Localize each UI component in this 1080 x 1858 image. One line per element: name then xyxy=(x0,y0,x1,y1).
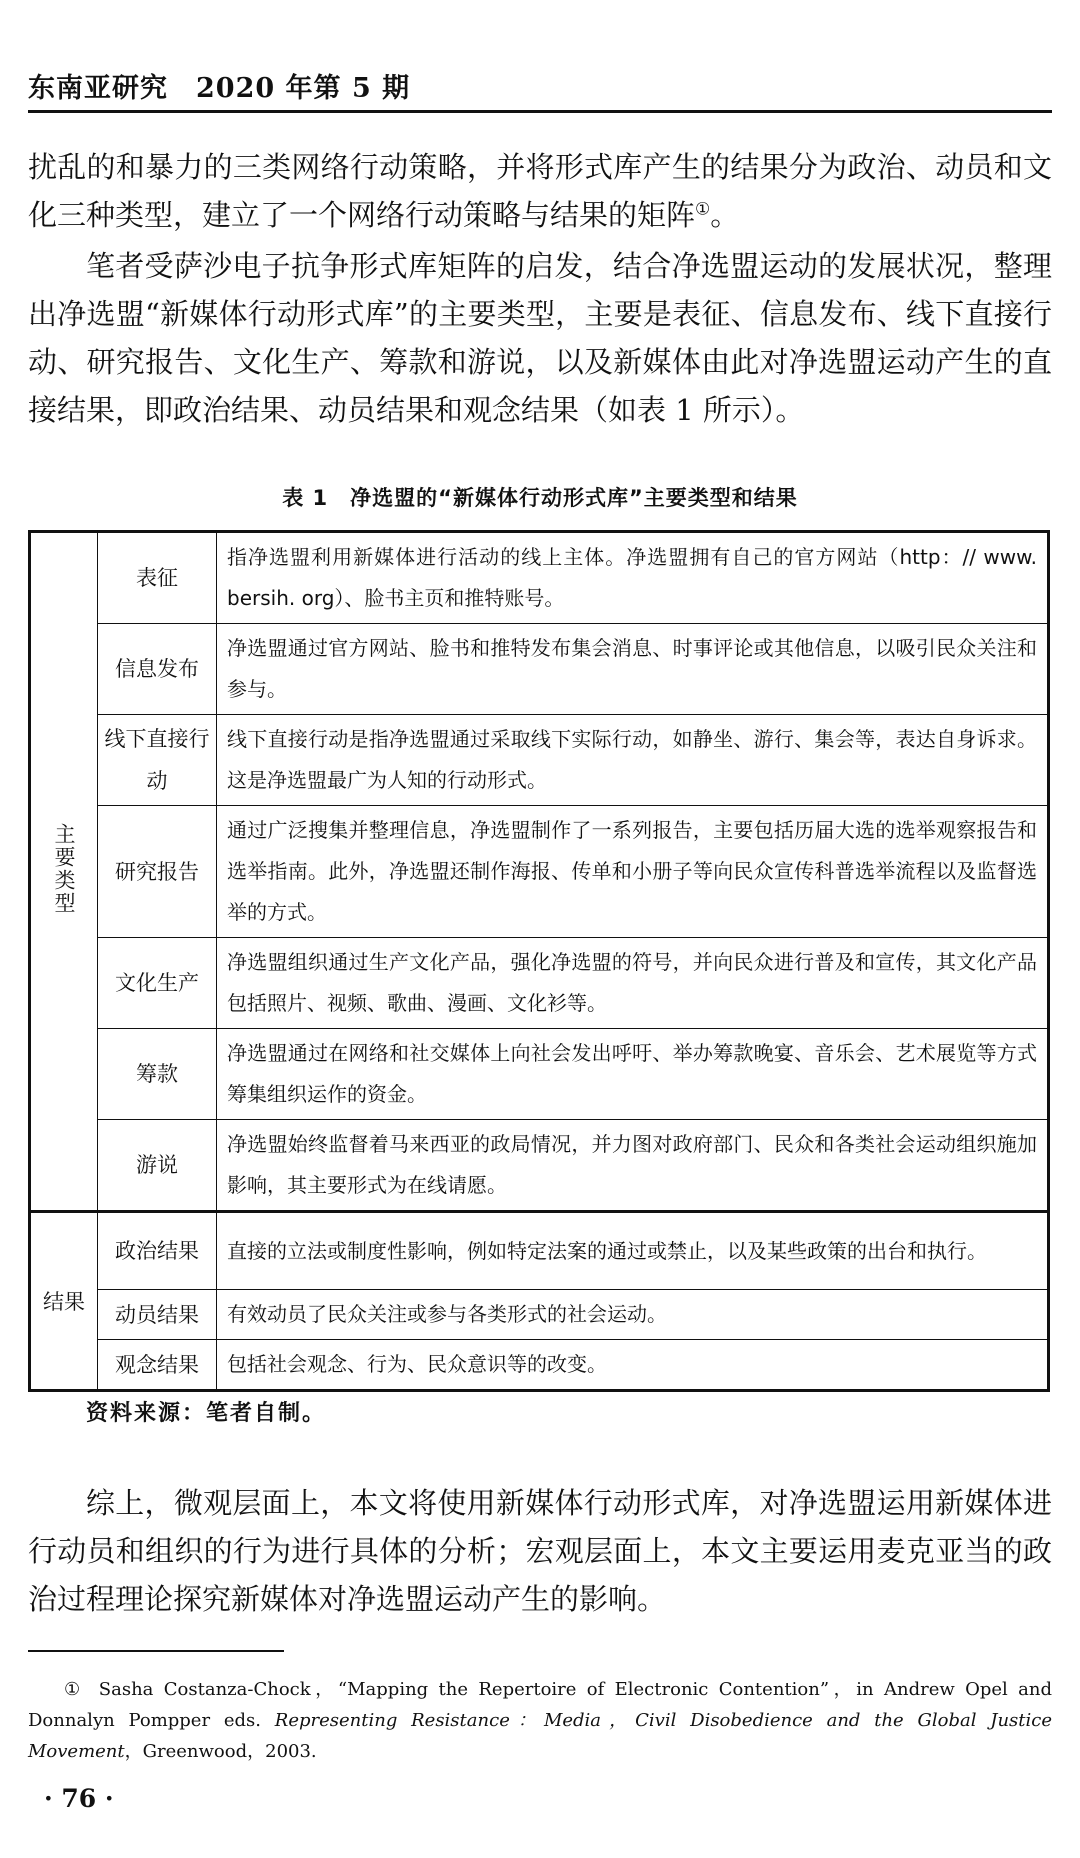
table-row xyxy=(30,1029,1049,1120)
table-row xyxy=(30,1340,1049,1391)
type-cell: 信息发布 xyxy=(98,624,217,715)
type-cell: 线下直接行动 xyxy=(98,715,217,806)
description-cell: 净选盟始终监督着马来西亚的政局情况，并力图对政府部门、民众和各类社会运动组织施加影响，其主要形式为在线请愿。 xyxy=(217,1120,1049,1212)
type-cell: 筹款 xyxy=(98,1029,217,1120)
group-label-text: 主要类型 xyxy=(52,823,76,915)
table-row xyxy=(30,806,1049,938)
description-cell: 净选盟组织通过生产文化产品，强化净选盟的符号，并向民众进行普及和宣传，其文化产品包括照片、视频、歌曲、漫画、文化衫等。 xyxy=(217,938,1049,1029)
description-cell: 通过广泛搜集并整理信息，净选盟制作了一系列报告，主要包括历届大选的选举观察报告和选举指南。此外，净选盟还制作海报、传单和小册子等向民众宣传科普选举流程以及监督选举的方式。 xyxy=(217,806,1049,938)
paragraph-1-end: 。 xyxy=(710,198,740,232)
description-cell: 有效动员了民众关注或参与各类形式的社会运动。 xyxy=(217,1290,1049,1340)
header-rule xyxy=(28,110,1052,113)
type-cell: 动员结果 xyxy=(98,1290,217,1340)
description-cell: 直接的立法或制度性影响，例如特定法案的通过或禁止，以及某些政策的出台和执行。 xyxy=(217,1212,1049,1290)
table-row xyxy=(30,624,1049,715)
footnote-text-1: Sasha Costanza-Chock，“Mapping the Repertoire of Electronic Contention”，in Andrew Opel and Donnalyn Pompper eds. xyxy=(28,1679,1053,1731)
type-cell: 政治结果 xyxy=(98,1212,217,1290)
paragraph-2: 笔者受萨沙电子抗争形式库矩阵的启发，结合净选盟运动的发展状况，整理出净选盟“新媒体行动形式库”的主要类型，主要是表征、信息发布、线下直接行动、研究报告、文化生产、筹款和游说，以及新媒体由此对净选盟运动产生的直接结果，即政治结果、动员结果和观念结果（如表 1 所示）。 xyxy=(28,249,1052,427)
table-row xyxy=(30,938,1049,1029)
table-row xyxy=(30,1212,1049,1290)
description-cell: 指净选盟利用新媒体进行活动的线上主体。净选盟拥有自己的官方网站（http：// www. bersih. org）、脸书主页和推特账号。 xyxy=(217,532,1049,624)
type-cell: 游说 xyxy=(98,1120,217,1212)
description-cell: 净选盟通过在网络和社交媒体上向社会发出呼吁、举办筹款晚宴、音乐会、艺术展览等方式筹集组织运作的资金。 xyxy=(217,1029,1049,1120)
running-header: 东南亚研究 2020 年第 5 期 xyxy=(28,73,411,104)
footnote-mark: ① xyxy=(64,1679,85,1700)
description-cell: 净选盟通过官方网站、脸书和推特发布集会消息、时事评论或其他信息，以吸引民众关注和参与。 xyxy=(217,624,1049,715)
group-label-results: 结果 xyxy=(30,1212,98,1391)
table-row xyxy=(30,1120,1049,1212)
table-title: 表 1 净选盟的“新媒体行动形式库”主要类型和结果 xyxy=(282,486,798,510)
description-cell: 包括社会观念、行为、民众意识等的改变。 xyxy=(217,1340,1049,1391)
description-cell: 线下直接行动是指净选盟通过采取线下实际行动，如静坐、游行、集会等，表达自身诉求。这是净选盟最广为人知的行动形式。 xyxy=(217,715,1049,806)
paragraph-3: 综上，微观层面上，本文将使用新媒体行动形式库，对净选盟运用新媒体进行动员和组织的行为进行具体的分析；宏观层面上，本文主要运用麦克亚当的政治过程理论探究新媒体对净选盟运动产生的影响。 xyxy=(28,1486,1052,1616)
table-row xyxy=(30,532,1049,624)
table-row xyxy=(30,715,1049,806)
footnote-book-title: Representing Resistance：Media，Civil Disobedience and the Global Justice Movement xyxy=(28,1710,1053,1762)
repertoire-table xyxy=(28,530,1050,1392)
footnote xyxy=(28,1674,1052,1767)
type-cell: 表征 xyxy=(98,532,217,624)
paragraph-1-text: 扰乱的和暴力的三类网络行动策略，并将形式库产生的结果分为政治、动员和文化三种类型，建立了一个网络行动策略与结果的矩阵 xyxy=(28,150,1052,232)
footnote-text-2: ，Greenwood，2003. xyxy=(124,1741,317,1762)
footnote-reference[interactable]: ① xyxy=(695,199,711,220)
group-label-main-types xyxy=(30,532,98,1212)
type-cell: 观念结果 xyxy=(98,1340,217,1391)
table-source-note: 资料来源：笔者自制。 xyxy=(86,1400,327,1426)
page-number: · 76 · xyxy=(44,1784,114,1813)
type-cell: 研究报告 xyxy=(98,806,217,938)
footnote-rule xyxy=(28,1650,284,1652)
type-cell: 文化生产 xyxy=(98,938,217,1029)
table-row xyxy=(30,1290,1049,1340)
paragraph-1 xyxy=(28,143,1052,239)
